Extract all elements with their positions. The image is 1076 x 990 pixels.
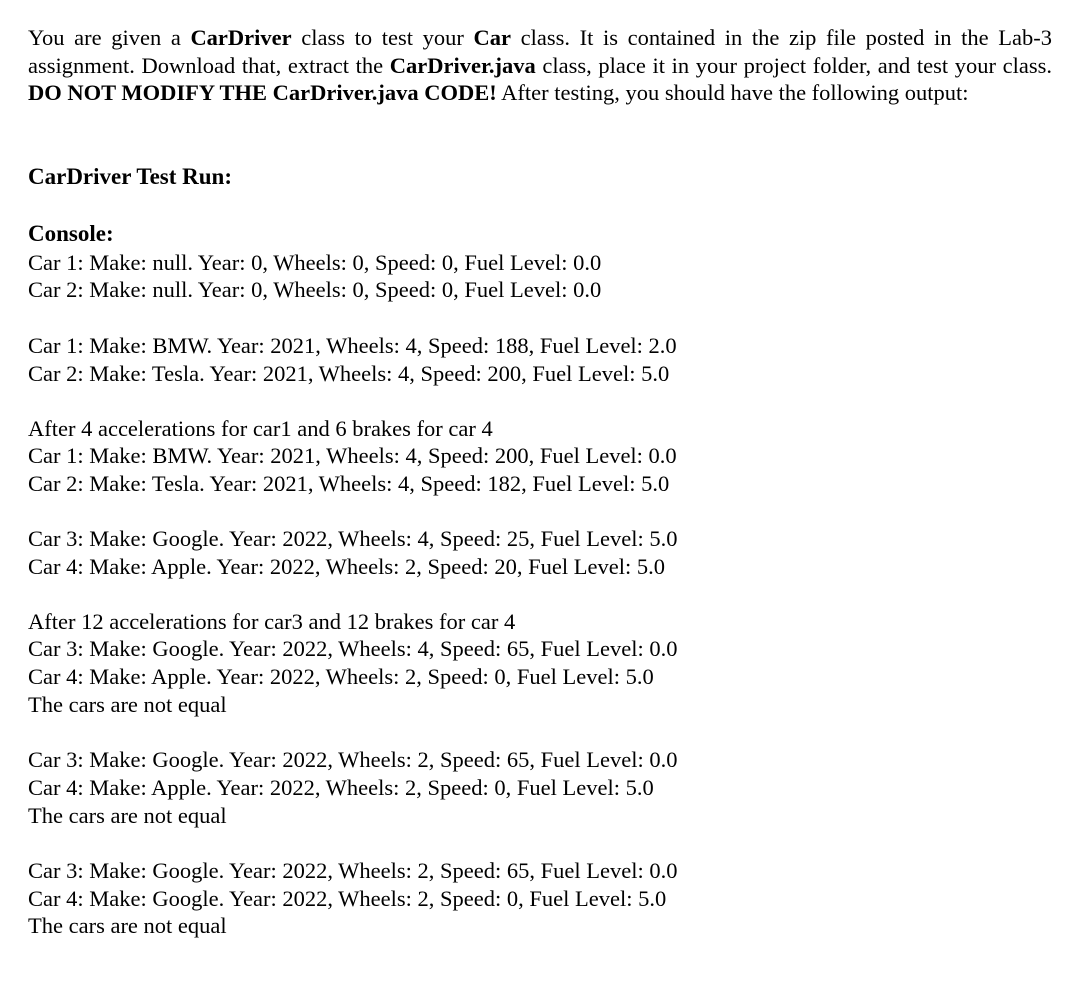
console-line: Car 1: Make: BMW. Year: 2021, Wheels: 4, Speed: 200, Fuel Level: 0.0 bbox=[28, 443, 677, 468]
intro-bold-warning: DO NOT MODIFY THE CarDriver.java CODE! bbox=[28, 80, 497, 105]
console-line: After 4 accelerations for car1 and 6 brakes for car 4 bbox=[28, 416, 493, 441]
intro-paragraph bbox=[28, 24, 1052, 107]
intro-text-3: class. It is contained in the zip file posted in the Lab-3 assignment. Download that, extract the bbox=[28, 25, 1052, 78]
console-line: After 12 accelerations for car3 and 12 brakes for car 4 bbox=[28, 609, 516, 634]
intro-bold-cardriver: CarDriver bbox=[190, 25, 292, 50]
console-line: Car 3: Make: Google. Year: 2022, Wheels: 2, Speed: 65, Fuel Level: 0.0 bbox=[28, 858, 678, 883]
console-line: The cars are not equal bbox=[28, 692, 227, 717]
console-line: Car 4: Make: Apple. Year: 2022, Wheels: 2, Speed: 20, Fuel Level: 5.0 bbox=[28, 554, 665, 579]
console-line: Car 3: Make: Google. Year: 2022, Wheels: 4, Speed: 25, Fuel Level: 5.0 bbox=[28, 526, 678, 551]
console-line: Car 3: Make: Google. Year: 2022, Wheels: 2, Speed: 65, Fuel Level: 0.0 bbox=[28, 747, 678, 772]
intro-text-2: class to test your bbox=[291, 25, 474, 50]
console-line: Car 2: Make: Tesla. Year: 2021, Wheels: 4, Speed: 182, Fuel Level: 5.0 bbox=[28, 471, 670, 496]
console-line: Car 3: Make: Google. Year: 2022, Wheels: 4, Speed: 65, Fuel Level: 0.0 bbox=[28, 636, 678, 661]
intro-bold-car: Car bbox=[473, 25, 511, 50]
intro-text-1: You are given a bbox=[28, 25, 191, 50]
document-page bbox=[28, 24, 1053, 938]
console-line: Car 2: Make: null. Year: 0, Wheels: 0, Speed: 0, Fuel Level: 0.0 bbox=[28, 277, 602, 302]
console-line: The cars are not equal bbox=[28, 913, 227, 938]
intro-text-5: After testing, you should have the following output: bbox=[496, 80, 969, 105]
console-line: Car 4: Make: Google. Year: 2022, Wheels: 2, Speed: 0, Fuel Level: 5.0 bbox=[28, 886, 667, 911]
console-line: Car 4: Make: Apple. Year: 2022, Wheels: 2, Speed: 0, Fuel Level: 5.0 bbox=[28, 664, 654, 689]
console-line: Car 1: Make: null. Year: 0, Wheels: 0, Speed: 0, Fuel Level: 0.0 bbox=[28, 250, 602, 275]
console-line: Car 1: Make: BMW. Year: 2021, Wheels: 4, Speed: 188, Fuel Level: 2.0 bbox=[28, 333, 677, 358]
console-line: Car 2: Make: Tesla. Year: 2021, Wheels: 4, Speed: 200, Fuel Level: 5.0 bbox=[28, 361, 670, 386]
console-line: The cars are not equal bbox=[28, 803, 227, 828]
intro-bold-cardriver-java: CarDriver.java bbox=[389, 52, 536, 78]
console-title: Console: bbox=[28, 221, 114, 246]
console-line: Car 4: Make: Apple. Year: 2022, Wheels: 2, Speed: 0, Fuel Level: 5.0 bbox=[28, 775, 654, 800]
intro-text-4: class, place it in your project folder, and test your class. bbox=[535, 52, 1053, 78]
section-title: CarDriver Test Run: bbox=[28, 164, 233, 189]
